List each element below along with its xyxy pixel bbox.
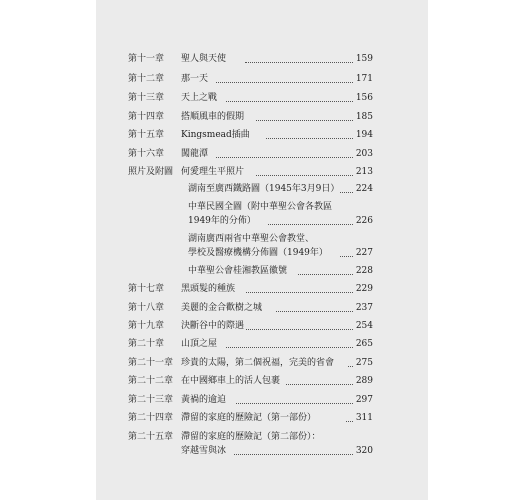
chapter-title: 何愛理生平照片 bbox=[181, 167, 245, 177]
chapter-number: 第十九章 bbox=[128, 321, 165, 331]
page-number: 213 bbox=[355, 167, 373, 177]
dot-leader bbox=[340, 192, 353, 193]
chapter-number: 第十八章 bbox=[128, 303, 165, 313]
chapter-title: 山頂之屋 bbox=[181, 339, 218, 349]
chapter-title: 滯留的家庭的歷險記（第一部份） bbox=[181, 413, 317, 423]
chapter-title: 決斷谷中的際遇 bbox=[181, 321, 245, 331]
chapter-title: 滯留的家庭的歷險記（第二部份）： bbox=[181, 432, 321, 442]
chapter-number: 第十七章 bbox=[128, 284, 165, 294]
chapter-title: 聖人與天使 bbox=[181, 54, 227, 64]
dot-leader bbox=[226, 347, 353, 348]
figure-title: 中華民國全圖（附中華聖公會各教區 bbox=[188, 202, 333, 212]
page-number: 229 bbox=[355, 284, 373, 294]
chapter-title: 那一天 bbox=[181, 74, 209, 84]
chapter-number: 第二十五章 bbox=[128, 432, 174, 442]
page-number: 289 bbox=[355, 376, 373, 386]
dot-leader bbox=[256, 175, 353, 176]
chapter-number: 第十五章 bbox=[128, 130, 165, 140]
chapter-number: 第二十四章 bbox=[128, 413, 174, 423]
figure-title: 中華聖公會桂湘教區徽號 bbox=[188, 266, 288, 276]
chapter-title: Kingsmead插曲 bbox=[181, 130, 250, 140]
page-number: 254 bbox=[355, 321, 373, 331]
chapter-number: 第十一章 bbox=[128, 54, 165, 64]
dot-leader bbox=[245, 62, 353, 63]
chapter-title: 闖龍潭 bbox=[181, 149, 209, 159]
chapter-number: 照片及附圖 bbox=[128, 167, 174, 177]
chapter-title-line2: 穿越雪與冰 bbox=[181, 446, 227, 456]
chapter-title: 在中國鄉車上的活人包裹 bbox=[181, 376, 281, 386]
chapter-title: 搭順風車的假期 bbox=[181, 112, 245, 122]
chapter-number: 第十四章 bbox=[128, 112, 165, 122]
chapter-number: 第十三章 bbox=[128, 93, 165, 103]
chapter-number: 第二十一章 bbox=[128, 358, 174, 368]
dot-leader bbox=[276, 311, 353, 312]
page-number: 320 bbox=[355, 446, 373, 456]
dot-leader bbox=[268, 224, 353, 225]
page-number: 297 bbox=[355, 395, 373, 405]
dot-leader bbox=[246, 292, 353, 293]
dot-leader bbox=[346, 421, 353, 422]
figure-title: 湖南廣西兩省中華聖公會教堂、 bbox=[188, 234, 315, 244]
chapter-title: 珍貴的太陽，第二個祝福，完美的省會 bbox=[181, 358, 335, 368]
dot-leader bbox=[246, 329, 353, 330]
chapter-number: 第十六章 bbox=[128, 149, 165, 159]
dot-leader bbox=[216, 157, 353, 158]
chapter-title: 黃禍的逾迫 bbox=[181, 395, 227, 405]
dot-leader bbox=[340, 256, 353, 257]
page-number: 194 bbox=[355, 130, 373, 140]
page-number: 156 bbox=[355, 93, 373, 103]
dot-leader bbox=[234, 454, 353, 455]
chapter-number: 第二十三章 bbox=[128, 395, 174, 405]
page-number: 265 bbox=[355, 339, 373, 349]
figure-title-line2: 1949年的分佈） bbox=[188, 216, 256, 226]
chapter-title: 黑頭髮的種族 bbox=[181, 284, 236, 294]
dot-leader bbox=[226, 101, 353, 102]
page-number: 224 bbox=[355, 184, 373, 194]
dot-leader bbox=[298, 274, 353, 275]
dot-leader bbox=[266, 138, 353, 139]
page-number: 237 bbox=[355, 303, 373, 313]
page-number: 228 bbox=[355, 266, 373, 276]
dot-leader bbox=[216, 82, 353, 83]
dot-leader bbox=[256, 120, 353, 121]
chapter-title: 美麗的金合歡樹之城 bbox=[181, 303, 263, 313]
dot-leader bbox=[286, 384, 353, 385]
chapter-number: 第二十二章 bbox=[128, 376, 174, 386]
figure-title-line2: 學校及醫療機構分佈圖（1949年） bbox=[188, 248, 328, 258]
dot-leader bbox=[236, 403, 353, 404]
chapter-number: 第十二章 bbox=[128, 74, 165, 84]
page-number: 171 bbox=[355, 74, 373, 84]
page-number: 185 bbox=[355, 112, 373, 122]
page-number: 275 bbox=[355, 358, 373, 368]
chapter-number: 第二十章 bbox=[128, 339, 165, 349]
figure-title: 湖南至廣西鐵路圖（1945年3月9日） bbox=[188, 184, 340, 194]
page-number: 226 bbox=[355, 216, 373, 226]
page-number: 203 bbox=[355, 149, 373, 159]
page-number: 159 bbox=[355, 54, 373, 64]
dot-leader bbox=[348, 366, 353, 367]
page-number: 311 bbox=[355, 413, 373, 423]
chapter-title: 天上之戰 bbox=[181, 93, 218, 103]
page-number: 227 bbox=[355, 248, 373, 258]
